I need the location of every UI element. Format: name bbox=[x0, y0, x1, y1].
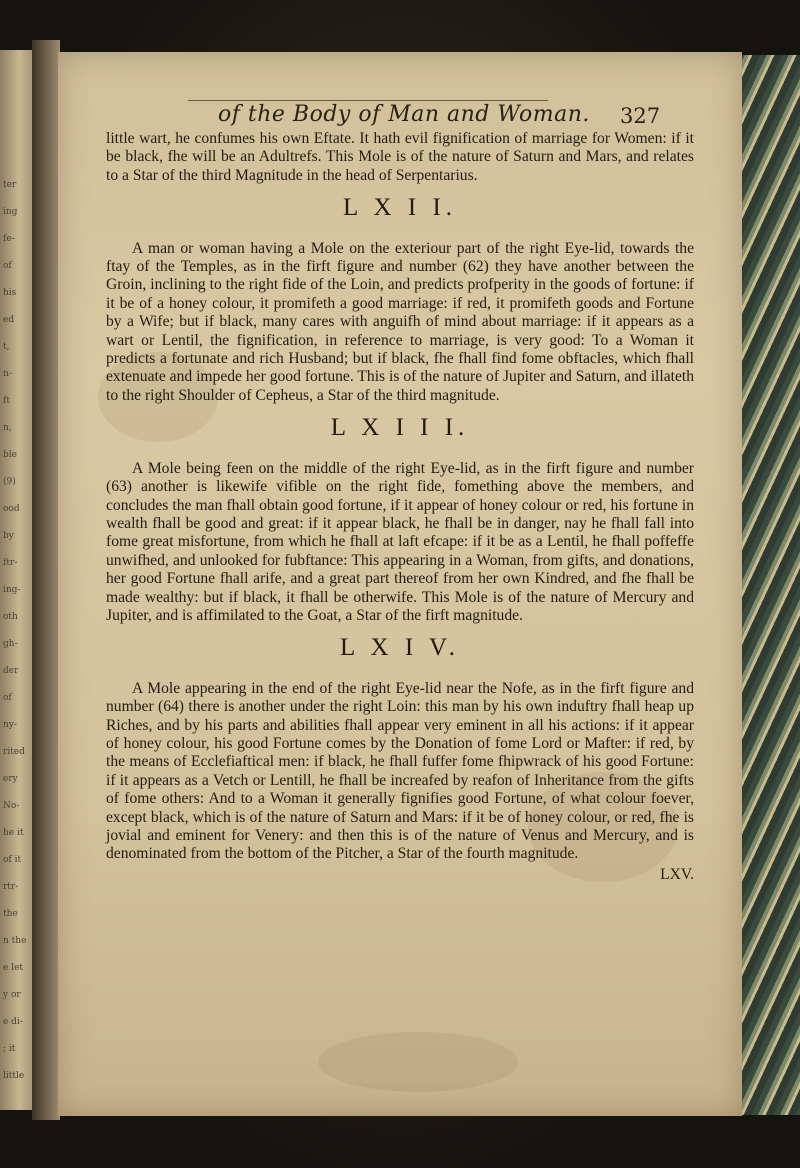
left-page-fragment: (9) bbox=[3, 477, 16, 487]
left-page-fragment: his bbox=[3, 288, 17, 298]
left-page-fragment: oth bbox=[3, 612, 18, 622]
intro-paragraph: little wart, he confumes his own Eftate. It hath evil fignification of marriage for Women: if it be black, fhe will be an Adultrefs. This Mole is of the nature of Saturn and Mars, and relates to a Star of the third Magnitude in the head of Serpentarius. bbox=[106, 130, 694, 184]
left-page-fragment: ter bbox=[3, 180, 17, 190]
left-page-fragment: ftr- bbox=[3, 558, 18, 568]
left-page-fragment: rited bbox=[3, 747, 25, 757]
marbled-fore-edge bbox=[738, 55, 800, 1115]
left-page-fragment: of bbox=[3, 693, 12, 703]
paper-stain bbox=[318, 1032, 518, 1092]
left-page-fragment: rtr- bbox=[3, 882, 19, 892]
left-page-fragment: e di- bbox=[3, 1017, 23, 1027]
left-page-fragment: der bbox=[3, 666, 19, 676]
left-page-fragment: n, bbox=[3, 423, 12, 433]
left-page-fragment: ing bbox=[3, 207, 18, 217]
catchword: LXV. bbox=[660, 865, 694, 883]
left-page-fragment: little bbox=[3, 1071, 25, 1081]
left-page-fragment: of it bbox=[3, 855, 22, 865]
left-page-fragment: by bbox=[3, 531, 14, 541]
section-paragraph-lxiii: A Mole being feen on the middle of the right Eye-lid, as in the firft figure and number (63) another is likewife vifible on the right fide, fomething above the members, and concludes the man fhall obtain good fortune, if it appear of honey colour or red, his fortune in wealth fhall be good and great: if it appear black, he fhall be in danger, nay he fhall fall into fome great misfortune, from which he fhall at laft efcape: if it be as a Lentil, he fhall poffeffe unwifhed, and unlooked for fubftance: This appearing in a Woman, from gifts, and donations, her good Fortune fhall arife, and a great part thereof from her own Kindred, and fhe fhall be made wealthy: but if black, it fhall be otherwife. This Mole is of the nature of Mercury and Jupiter, and is affimilated to the Goat, a Star of the firft magnitude. bbox=[106, 459, 694, 624]
left-page-fragment: ny- bbox=[3, 720, 17, 730]
book-gutter bbox=[32, 40, 60, 1120]
section-paragraph-lxiv: A Mole appearing in the end of the right Eye-lid near the Nofe, as in the firft figure and number (64) there is another under the right Loin: this man by his own induftry fhall heap up Riches, and by his parts and abilities fhall appear very eminent in all his actions: if it appear of honey colour, his good Fortune comes by the Donation of fome Lord or Mafter: if red, by the means of Ecclefiaftical men: if black, he fhall fuffer fome fhipwrack of his good Fortune: if it appears as a Vetch or Lentill, he fhall be increafed by reafon of Inheritance from the gifts of fome others: And to a Woman it generally fignifies good Fortune, of what colour foever, except black, which is of the nature of Saturn and Mars: if it be of honey colour, or red, fhe is jovial and eminent for Venery: and then this is of the nature of Venus and Mercury, and is denominated from the bottom of the Pitcher, a Star of the fourth magnitude. bbox=[106, 679, 694, 863]
left-page-fragment: n the bbox=[3, 936, 27, 946]
running-head-rule bbox=[188, 100, 548, 101]
left-page-fragment: n- bbox=[3, 369, 12, 379]
left-page-fragment: gh- bbox=[3, 639, 18, 649]
section-paragraph-lxii: A man or woman having a Mole on the exteriour part of the right Eye-lid, towards the ftay of the Temples, as in the firft figure and number (62) they have another between the Groin, inclining to the right fide of the Loin, and predicts profperity in the goods of fortune: if it be of a honey colour, it promifeth a good marriage: if red, it promifeth goods and Fortune by a Wife; but if black, many cares with anguifh of mind about marriage: if it appears as a wart or Lentil, the fignification, in reference to marriage, is very good: To a Woman it predicts a fortunate and rich Husband; but if black, fhe fhall find fome obftacles, which fhall extenuate and impede her good fortune. This is of the nature of Jupiter and Saturn, and illateth to the right Shoulder of Cepheus, a Star of the third magnitude. bbox=[106, 239, 694, 404]
left-page-fragment: ery bbox=[3, 774, 18, 784]
left-facing-page-edge bbox=[0, 50, 33, 1110]
left-page-fragment: e let bbox=[3, 963, 24, 973]
left-page-fragment: the bbox=[3, 909, 18, 919]
section-heading-lxii: L X I I. bbox=[342, 194, 458, 222]
left-page-fragment: y or bbox=[3, 990, 21, 1000]
left-page-fragment: ing- bbox=[3, 585, 21, 595]
left-page-fragment: of bbox=[3, 261, 12, 271]
left-page-fragment: ; it bbox=[3, 1044, 16, 1054]
section-heading-lxiii: L X I I I. bbox=[330, 414, 470, 442]
left-page-fragment: t, bbox=[3, 342, 10, 352]
running-head-title: of the Body of Man and Woman. bbox=[218, 102, 590, 127]
left-page-fragment: fe- bbox=[3, 234, 15, 244]
left-page-fragment: he it bbox=[3, 828, 24, 838]
book-page bbox=[58, 52, 742, 1116]
left-page-fragment: ed bbox=[3, 315, 15, 325]
page-body bbox=[106, 130, 694, 884]
section-heading-lxiv: L X I V. bbox=[339, 634, 461, 662]
left-page-fragment: ft bbox=[3, 396, 10, 406]
left-page-fragment: ood bbox=[3, 504, 20, 514]
left-page-fragment: ble bbox=[3, 450, 17, 460]
page-number: 327 bbox=[620, 104, 661, 128]
left-page-fragment: No- bbox=[3, 801, 20, 811]
